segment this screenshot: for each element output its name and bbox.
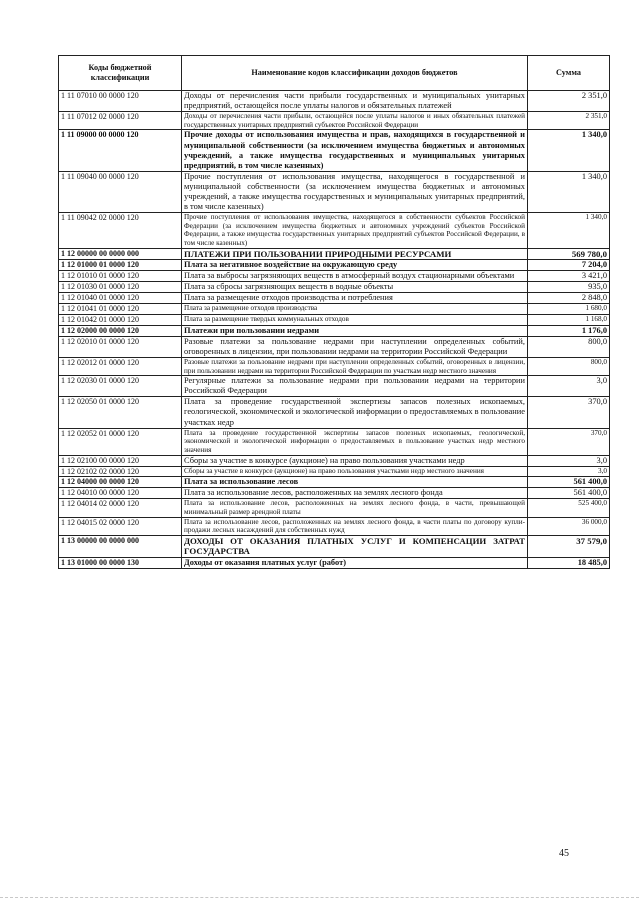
row-amount: 561 400,0 [528, 477, 610, 488]
row-amount: 18 485,0 [528, 557, 610, 568]
row-code: 1 13 00000 00 0000 000 [59, 535, 182, 557]
table-row [59, 282, 610, 293]
row-name: Плата за проведение государственной экспертизы запасов полезных ископаемых, геологической, экономической и экологической информации о предоставляемых в пользование участках недр [182, 397, 528, 428]
table-row [59, 112, 610, 130]
row-name: Прочие поступления от использования имущества, находящегося в собственности субъектов Российской Федерации (за исключением имущества бюджетных и автономных учреждений субъектов Российской Федерации, а также имущества государственных унитарных предприятий субъектов Российской Федерации, в том числе казенных) [182, 213, 528, 249]
row-name: Сборы за участие в конкурсе (аукционе) на право пользования участками недр местного значения [182, 466, 528, 477]
row-amount: 1 176,0 [528, 325, 610, 336]
row-amount: 800,0 [528, 357, 610, 375]
row-code: 1 12 02052 01 0000 120 [59, 428, 182, 455]
row-code: 1 12 02000 00 0000 120 [59, 325, 182, 336]
table-row [59, 477, 610, 488]
row-amount: 561 400,0 [528, 488, 610, 499]
budget-revenue-table [58, 55, 610, 569]
row-code: 1 12 02010 01 0000 120 [59, 336, 182, 357]
table-row [59, 91, 610, 112]
row-name: Плата за выбросы загрязняющих веществ в атмосферный воздух стационарными объектами [182, 271, 528, 282]
row-code: 1 12 01010 01 0000 120 [59, 271, 182, 282]
table-row [59, 517, 610, 535]
row-amount: 1 340,0 [528, 213, 610, 249]
row-code: 1 12 02100 00 0000 120 [59, 455, 182, 466]
row-code: 1 12 04000 00 0000 120 [59, 477, 182, 488]
row-code: 1 12 01000 01 0000 120 [59, 260, 182, 271]
row-amount: 935,0 [528, 282, 610, 293]
row-amount: 36 000,0 [528, 517, 610, 535]
row-name: Плата за сбросы загрязняющих веществ в водные объекты [182, 282, 528, 293]
table-row [59, 213, 610, 249]
table-row [59, 260, 610, 271]
row-code: 1 13 01000 00 0000 130 [59, 557, 182, 568]
row-name: Плата за проведение государственной экспертизы запасов полезных ископаемых, геологической, экономической и экологической информации о предоставляемых в пользование участках недр местного значения [182, 428, 528, 455]
row-amount: 3,0 [528, 455, 610, 466]
row-code: 1 11 09000 00 0000 120 [59, 130, 182, 171]
row-name: Разовые платежи за пользование недрами при наступлении определенных событий, оговоренных в лицензии, при пользовании недрами на территории Российской Федерации [182, 336, 528, 357]
page-number: 45 [559, 848, 569, 859]
table-row [59, 325, 610, 336]
table-row [59, 336, 610, 357]
row-name: Плата за использование лесов, расположенных на землях лесного фонда, в части, превышающей минимальный размер арендной платы [182, 499, 528, 517]
row-code: 1 11 07010 00 0000 120 [59, 91, 182, 112]
row-name: Платежи при пользовании недрами [182, 325, 528, 336]
row-code: 1 12 01030 01 0000 120 [59, 282, 182, 293]
row-name: Прочие доходы от использования имущества и прав, находящихся в государственной и муниципальной собственности (за исключением имущества бюджетных и автономных учреждений, а также имущества государственных и муниципальных унитарных предприятий, в том числе казенных) [182, 130, 528, 171]
table-header-row [59, 56, 610, 91]
row-name: ПЛАТЕЖИ ПРИ ПОЛЬЗОВАНИИ ПРИРОДНЫМИ РЕСУРСАМИ [182, 248, 528, 260]
table-row [59, 535, 610, 557]
row-name: Разовые платежи за пользование недрами при наступлении определенных событий, оговоренных в лицензии, при пользовании недрами на территории Российской Федерации по участкам недр местного значения [182, 357, 528, 375]
row-name: Плата за использование лесов, расположенных на землях лесного фонда [182, 488, 528, 499]
row-amount: 370,0 [528, 428, 610, 455]
row-code: 1 12 04015 02 0000 120 [59, 517, 182, 535]
row-code: 1 12 02102 02 0000 120 [59, 466, 182, 477]
header-amount: Сумма [528, 56, 610, 91]
row-amount: 7 204,0 [528, 260, 610, 271]
row-amount: 3 421,0 [528, 271, 610, 282]
row-amount: 2 351,0 [528, 91, 610, 112]
table-row [59, 293, 610, 304]
row-code: 1 11 07012 02 0000 120 [59, 112, 182, 130]
row-name: Прочие поступления от использования имущества, находящегося в государственной и муниципальной собственности (за исключением имущества бюджетных и автономных учреждений, а также имущества государственных и муниципальных унитарных предприятий, в том числе казенных) [182, 171, 528, 212]
row-name: Плата за размещение отходов производства [182, 304, 528, 315]
row-code: 1 12 04010 00 0000 120 [59, 488, 182, 499]
row-amount: 525 400,0 [528, 499, 610, 517]
table-row [59, 488, 610, 499]
row-amount: 569 780,0 [528, 248, 610, 260]
row-amount: 1 340,0 [528, 171, 610, 212]
row-code: 1 12 02050 01 0000 120 [59, 397, 182, 428]
row-name: Доходы от оказания платных услуг (работ) [182, 557, 528, 568]
table-row [59, 271, 610, 282]
table-row [59, 315, 610, 326]
row-amount: 1 680,0 [528, 304, 610, 315]
row-name: Плата за негативное воздействие на окружающую среду [182, 260, 528, 271]
header-codes: Коды бюджетной классификации [59, 56, 182, 91]
table-row [59, 466, 610, 477]
row-amount: 3,0 [528, 466, 610, 477]
table-row [59, 357, 610, 375]
header-name: Наименование кодов классификации доходов бюджетов [182, 56, 528, 91]
row-code: 1 12 01042 01 0000 120 [59, 315, 182, 326]
row-code: 1 11 09042 02 0000 120 [59, 213, 182, 249]
row-name: Плата за размещение отходов производства и потребления [182, 293, 528, 304]
row-amount: 37 579,0 [528, 535, 610, 557]
row-amount: 1 340,0 [528, 130, 610, 171]
row-name: Плата за использование лесов, расположенных на землях лесного фонда, в части платы по договору купли-продажи лесных насаждений для собственных нужд [182, 517, 528, 535]
row-amount: 1 168,0 [528, 315, 610, 326]
row-name: ДОХОДЫ ОТ ОКАЗАНИЯ ПЛАТНЫХ УСЛУГ И КОМПЕНСАЦИИ ЗАТРАТ ГОСУДАРСТВА [182, 535, 528, 557]
row-name: Плата за использование лесов [182, 477, 528, 488]
table-row [59, 455, 610, 466]
table-row [59, 428, 610, 455]
row-amount: 2 351,0 [528, 112, 610, 130]
row-name: Доходы от перечисления части прибыли, остающейся после уплаты налогов и иных обязательных платежей государственных унитарных предприятий субъектов Российской Федерации [182, 112, 528, 130]
row-code: 1 12 04014 02 0000 120 [59, 499, 182, 517]
row-amount: 370,0 [528, 397, 610, 428]
table-row [59, 397, 610, 428]
table-row [59, 130, 610, 171]
row-code: 1 12 02012 01 0000 120 [59, 357, 182, 375]
row-name: Регулярные платежи за пользование недрами при пользовании недрами на территории Российской Федерации [182, 376, 528, 397]
row-code: 1 12 00000 00 0000 000 [59, 248, 182, 260]
row-amount: 800,0 [528, 336, 610, 357]
row-code: 1 11 09040 00 0000 120 [59, 171, 182, 212]
table-row [59, 171, 610, 212]
table-row [59, 499, 610, 517]
table-row [59, 248, 610, 260]
row-code: 1 12 01040 01 0000 120 [59, 293, 182, 304]
row-name: Плата за размещение твердых коммунальных отходов [182, 315, 528, 326]
row-code: 1 12 02030 01 0000 120 [59, 376, 182, 397]
table-row [59, 557, 610, 568]
row-name: Сборы за участие в конкурсе (аукционе) на право пользования участками недр [182, 455, 528, 466]
row-amount: 2 848,0 [528, 293, 610, 304]
row-name: Доходы от перечисления части прибыли государственных и муниципальных унитарных предприятий, остающейся после уплаты налогов и обязательных платежей [182, 91, 528, 112]
scan-edge-line [0, 897, 639, 898]
row-amount: 3,0 [528, 376, 610, 397]
table-row [59, 304, 610, 315]
row-code: 1 12 01041 01 0000 120 [59, 304, 182, 315]
table-row [59, 376, 610, 397]
